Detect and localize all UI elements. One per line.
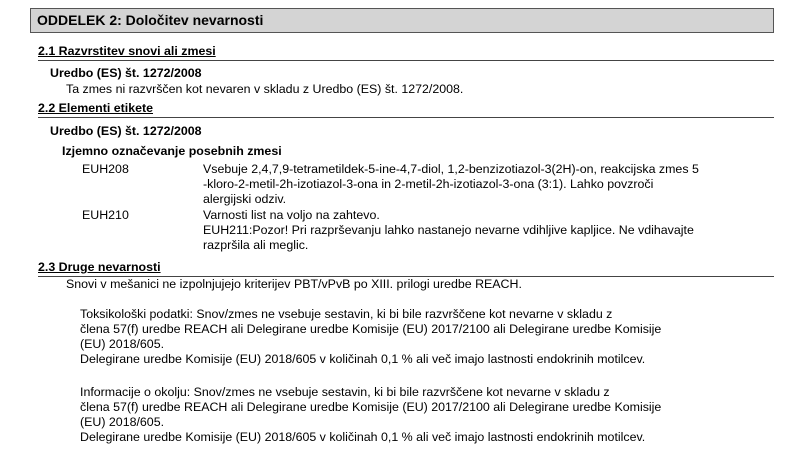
env-info-text: člena 57(f) uredbe REACH ali Delegirane uredbe Komisije (EU) 2017/2100 ali Delegirane uredbe Komisije [80, 400, 662, 414]
euh208-text: alergijski odziv. [203, 192, 287, 206]
env-info-text: Informacije o okolju: Snov/zmes ne vsebuje sestavin, ki bi bile razvrščene kot nevarne v skladu z [80, 385, 610, 399]
euh208-code: EUH208 [82, 162, 129, 176]
section-header [30, 8, 774, 33]
tox-info-text: Toksikološki podatki: Snov/zmes ne vsebuje sestavin, ki bi bile razvrščene kot nevarne v skladu z [80, 307, 613, 321]
tox-info-text: člena 57(f) uredbe REACH ali Delegirane uredbe Komisije (EU) 2017/2100 ali Delegirane uredbe Komisije [80, 322, 662, 336]
divider [38, 117, 774, 118]
euh210-code: EUH210 [82, 208, 129, 222]
tox-info-text: (EU) 2018/605. [80, 337, 165, 351]
subsection-2-3-heading: 2.3 Druge nevarnosti [38, 260, 161, 274]
euh208-text: -kloro-2-metil-2h-izotiazol-3-ona in 2-metil-2h-izotiazol-3-ona (3:1). Lahko povzroči [203, 177, 654, 191]
pbt-text: Snovi v mešanici ne izpolnjujejo kriterijev PBT/vPvB po XIII. prilogi uredbe REACH. [66, 277, 522, 291]
env-info-text: (EU) 2018/605. [80, 415, 165, 429]
divider [38, 60, 774, 61]
subsection-2-2-heading: 2.2 Elementi etikete [38, 101, 154, 115]
euh208-text: Vsebuje 2,4,7,9-tetrametildek-5-ine-4,7-diol, 1,2-benzizotiazol-3(2H)-on, reakcijska zmes 5 [203, 162, 699, 176]
tox-info-text: Delegirane uredbe Komisije (EU) 2018/605 v količinah 0,1 % ali več imajo lastnosti endokrinih motilcev. [80, 352, 646, 366]
euh210-text: EUH211:Pozor! Pri razprševanju lahko nastanejo nevarne vdihljive kapljice. Ne vdihavajte [203, 223, 694, 237]
special-labelling-heading: Izjemno označevanje posebnih zmesi [62, 144, 282, 158]
env-info-text: Delegirane uredbe Komisije (EU) 2018/605 v količinah 0,1 % ali več imajo lastnosti endokrinih motilcev. [80, 430, 646, 444]
euh210-text: razpršila ali meglic. [203, 238, 309, 252]
euh210-text: Varnosti list na voljo na zahtevo. [203, 208, 380, 222]
regulation-label: Uredbo (ES) št. 1272/2008 [50, 124, 202, 138]
section-title: ODDELEK 2: Določitev nevarnosti [37, 12, 264, 28]
regulation-label: Uredbo (ES) št. 1272/2008 [50, 66, 202, 80]
classification-text: Ta zmes ni razvrščen kot nevaren v skladu z Uredbo (ES) št. 1272/2008. [66, 82, 464, 96]
subsection-2-1-heading: 2.1 Razvrstitev snovi ali zmesi [38, 44, 216, 58]
